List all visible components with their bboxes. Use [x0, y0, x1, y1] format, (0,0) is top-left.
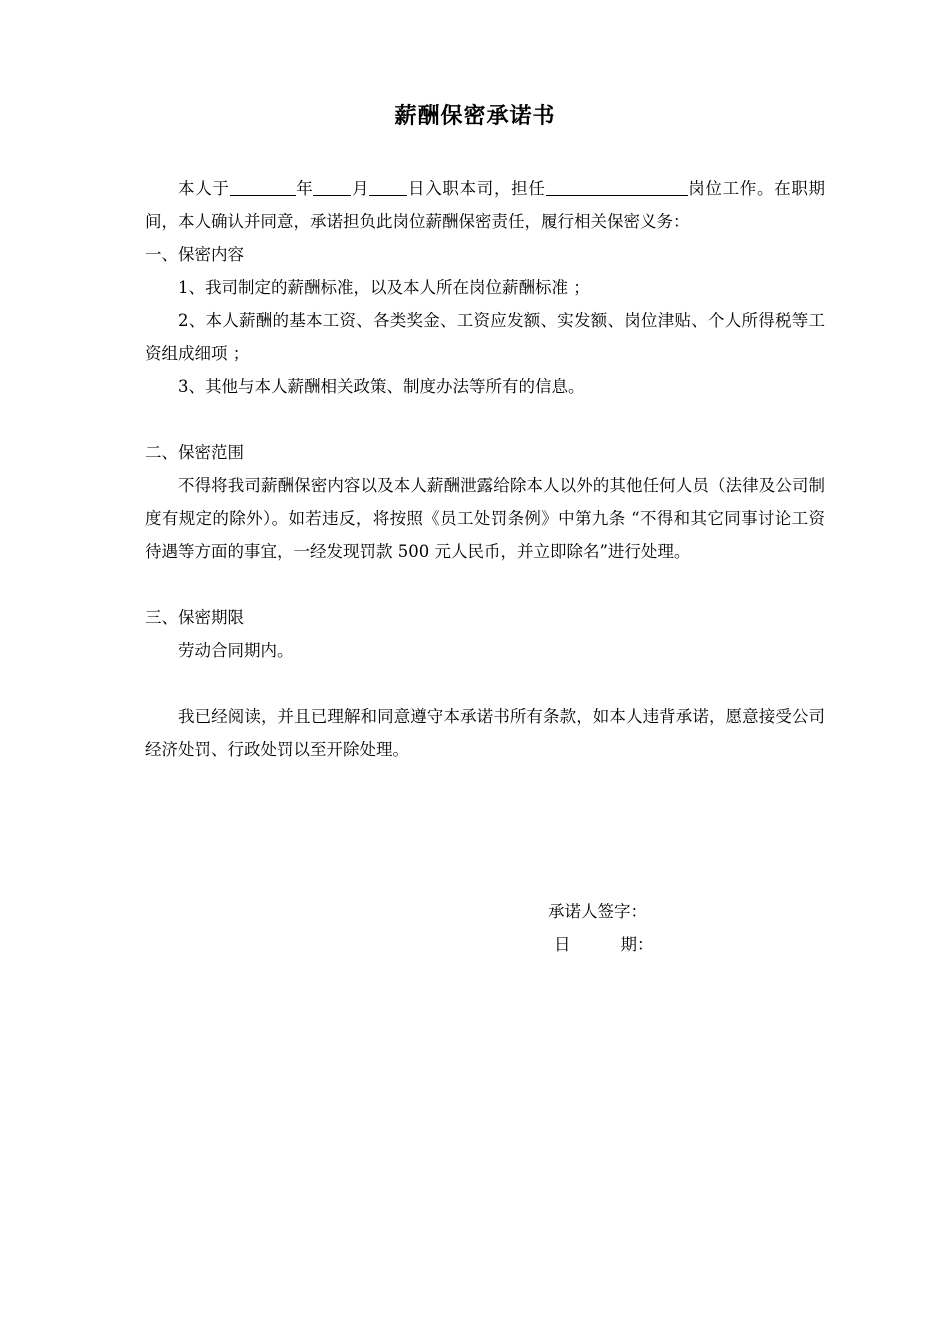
- section1-heading: 一、保密内容: [145, 245, 244, 264]
- section3-heading: 三、保密期限: [145, 608, 244, 627]
- intro-paragraph: [145, 172, 825, 238]
- date-label-b: 期：: [620, 935, 654, 954]
- year-label: 年: [295, 179, 314, 198]
- section1-item-3: 3、其他与本人薪酬相关政策、制度办法等所有的信息。: [178, 377, 585, 396]
- day-label: 日入职本司，担任: [407, 179, 546, 198]
- spacer: [145, 403, 825, 436]
- date-row: [554, 928, 654, 961]
- intro-rest: 在职期间，本人确认并同意，承诺担负此岗位薪酬保密责任，履行相关保密义务：: [145, 179, 825, 231]
- month-blank: [313, 178, 351, 196]
- intro-prefix: 本人于: [178, 179, 230, 198]
- section1-item-1: 1、我司制定的薪酬标准，以及本人所在岗位薪酬标准 ；: [178, 278, 590, 297]
- closing-paragraph: 我已经阅读，并且已理解和同意遵守本承诺书所有条款，如本人违背承诺，愿意接受公司经济处罚、行政处罚以至开除处理。: [145, 707, 825, 759]
- section2-heading: 二、保密范围: [145, 443, 244, 462]
- signer-label: 承诺人签字：: [548, 902, 647, 921]
- day-blank: [369, 178, 407, 196]
- document-title: 薪酬保密承诺书: [394, 103, 556, 129]
- section3-text: 劳动合同期内。: [178, 641, 294, 660]
- month-label: 月: [351, 179, 370, 198]
- section2-text: 不得将我司薪酬保密内容以及本人薪酬泄露给除本人以外的其他任何人员（法律及公司制度有规定的除外）。如若违反，将按照《员工处罚条例》中第九条 “不得和其它同事讨论工资待遇等方面的事宜，一经发现罚款 500 元人民币，并立即除名”进行处理。: [145, 476, 825, 561]
- document-body: [145, 172, 825, 766]
- section1-item-2: 2、本人薪酬的基本工资、各类奖金、工资应发额、实发额、岗位津贴、个人所得税等工资组成细项 ；: [145, 311, 825, 363]
- post-blank: [546, 178, 688, 196]
- spacer: [145, 667, 825, 700]
- post-label: 岗位工作。: [687, 179, 775, 198]
- year-blank: [230, 178, 296, 196]
- spacer: [145, 568, 825, 601]
- date-label-a: 日: [554, 935, 571, 954]
